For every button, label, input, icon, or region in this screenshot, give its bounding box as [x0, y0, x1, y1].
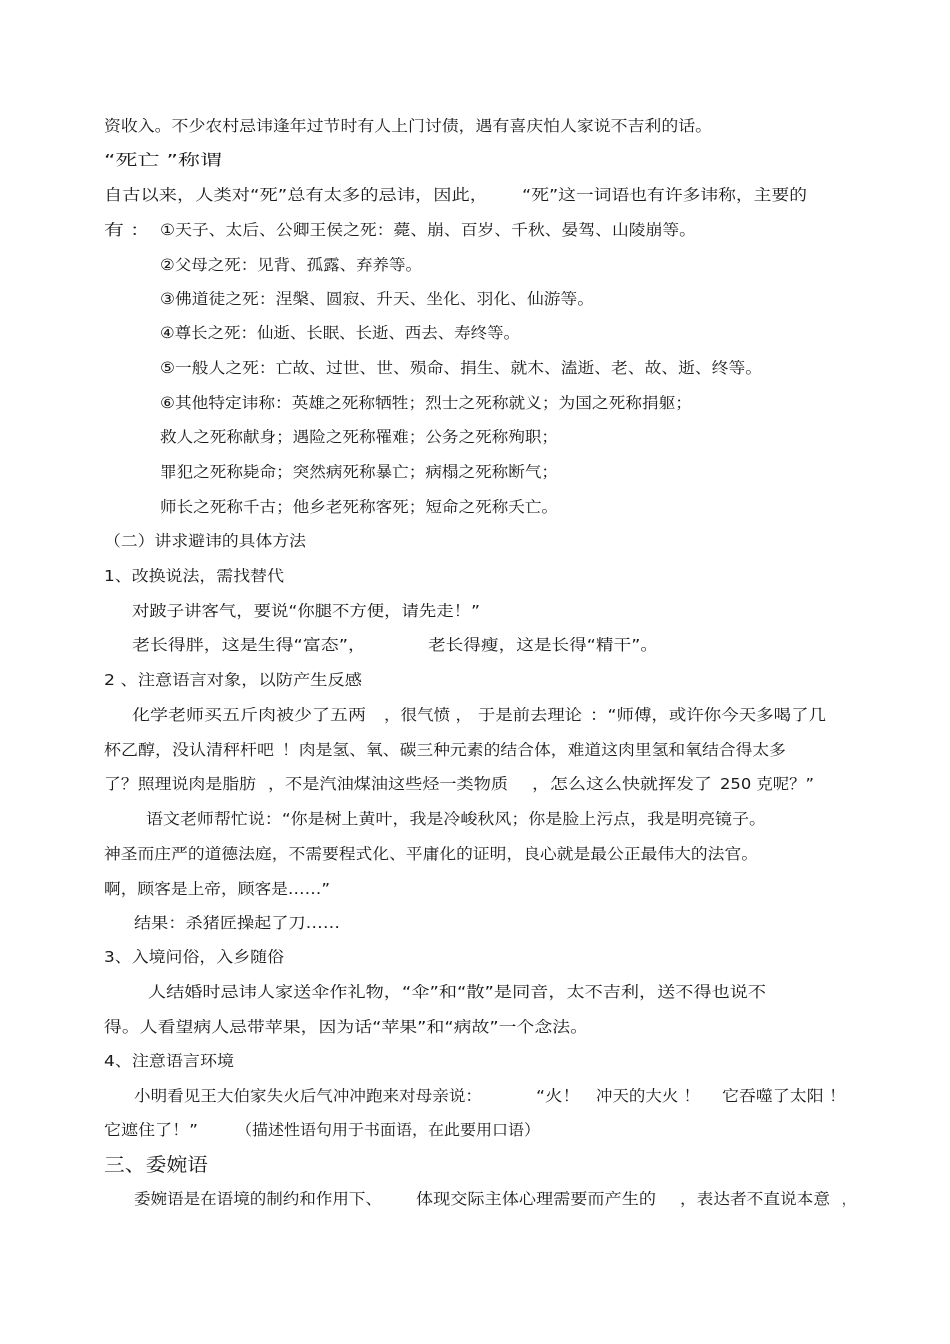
text-line: ， [842, 1190, 854, 1208]
text-line: 神圣而庄严的道德法庭，不需要程式化、平庸化的证明，良心就是最公正最伟大的法官。 [104, 845, 758, 863]
text-line: 杯乙醇，没认清秤杆吧 [104, 741, 274, 759]
text-line: 它吞噬了太阳 ！ [722, 1087, 846, 1105]
text-line: 了？照理说肉是脂肪 [104, 775, 256, 793]
text-line: 得。人看望病人忌带苹果，因为话“苹果”和“病故”一个念法。 [104, 1018, 588, 1036]
section-heading: 2 、注意语言对象，以防产生反感 [104, 671, 362, 689]
text-line: ，怎么这么快就挥发了 [532, 775, 712, 793]
text-line: 250 克呢？” [720, 775, 814, 793]
text-line: 它遮住了！” [104, 1121, 198, 1139]
text-line: “死”这一词语也有许多讳称，主要的 [522, 186, 807, 204]
text-line: 冲天的大火 ！ [596, 1087, 700, 1105]
text-line: 化学老师买五斤肉被少了五两 [132, 706, 366, 724]
text-line: ！肉是氢、氧、碳三种元素的结合体，难道这肉里氢和氧结合得太多 [282, 741, 786, 759]
list-item: ②父母之死：见背、孤露、弃养等。 [160, 256, 422, 274]
text-line: 资收入。不少农村忌讳逢年过节时有人上门讨债，遇有喜庆怕人家说不吉利的话。 [104, 117, 712, 135]
chapter-heading: 三、委婉语 [104, 1154, 208, 1176]
text-line: 于是前去理论 [478, 706, 582, 724]
text-line: 啊，顾客是上帝，顾客是……” [104, 880, 330, 898]
subheading: “死亡 ”称谓 [104, 151, 222, 169]
list-item: ①天子、太后、公卿王侯之死：薨、崩、百岁、千秋、晏驾、山陵崩等。 [160, 221, 696, 239]
text-line: ：“师傅，或许你今天多喝了几 [590, 706, 826, 724]
text-line: 体现交际主体心理需要而产生的 [416, 1190, 656, 1208]
text-line: ，不是汽油煤油这些烃一类物质 [268, 775, 508, 793]
list-item: 救人之死称献身；遇险之死称罹难；公务之死称殉职； [160, 428, 558, 446]
text-line: 人结婚时忌讳人家送伞作礼物，“伞”和“散”是同音，太不吉利，送不得也说不 [148, 983, 766, 1001]
list-item: ⑥其他特定讳称：英雄之死称牺牲；烈士之死称就义；为国之死称捐躯； [160, 394, 692, 412]
section-heading: 4、注意语言环境 [104, 1052, 234, 1070]
list-item: ④尊长之死：仙逝、长眠、长逝、西去、寿终等。 [160, 324, 520, 342]
text-line: 结果：杀猪匠操起了刀…… [134, 914, 340, 932]
text-line: 委婉语是在语境的制约和作用下、 [134, 1190, 382, 1208]
text-line: （描述性语句用于书面语，在此要用口语） [236, 1121, 540, 1139]
text-line: 对跛子讲客气，要说“你腿不方便，请先走！” [132, 602, 480, 620]
section-heading: 3、入境问俗，入乡随俗 [104, 948, 284, 966]
text-line: 语文老师帮忙说：“你是树上黄叶，我是冷峻秋风；你是脸上污点，我是明亮镜子。 [146, 810, 766, 828]
text-line: “火！ [536, 1087, 580, 1105]
text-line: 自古以来，人类对“死”总有太多的忌讳，因此， [104, 186, 488, 204]
text-line: ，表达者不直说本意 [680, 1190, 830, 1208]
list-item: 罪犯之死称毙命；突然病死称暴亡；病榻之死称断气； [160, 463, 558, 481]
text-line: 小明看见王大伯家失火后气冲冲跑来对母亲说： [134, 1087, 482, 1105]
list-item: 师长之死称千古；他乡老死称客死；短命之死称夭亡。 [160, 498, 558, 516]
section-heading: 1、改换说法，需找替代 [104, 567, 284, 585]
list-item: ⑤一般人之死：亡故、过世、世、殒命、捐生、就木、溘逝、老、故、逝、终等。 [160, 359, 762, 377]
section-heading: （二）讲求避讳的具体方法 [104, 532, 306, 550]
text-line: ，很气愤 ， [384, 706, 472, 724]
text-line: 老长得瘦，这是长得“精干”。 [428, 636, 658, 654]
list-item: ③佛道徒之死：涅槃、圆寂、升天、坐化、羽化、仙游等。 [160, 290, 594, 308]
text-line: 有 ： [104, 221, 150, 239]
text-line: 老长得胖，这是生得“富态”， [132, 636, 366, 654]
